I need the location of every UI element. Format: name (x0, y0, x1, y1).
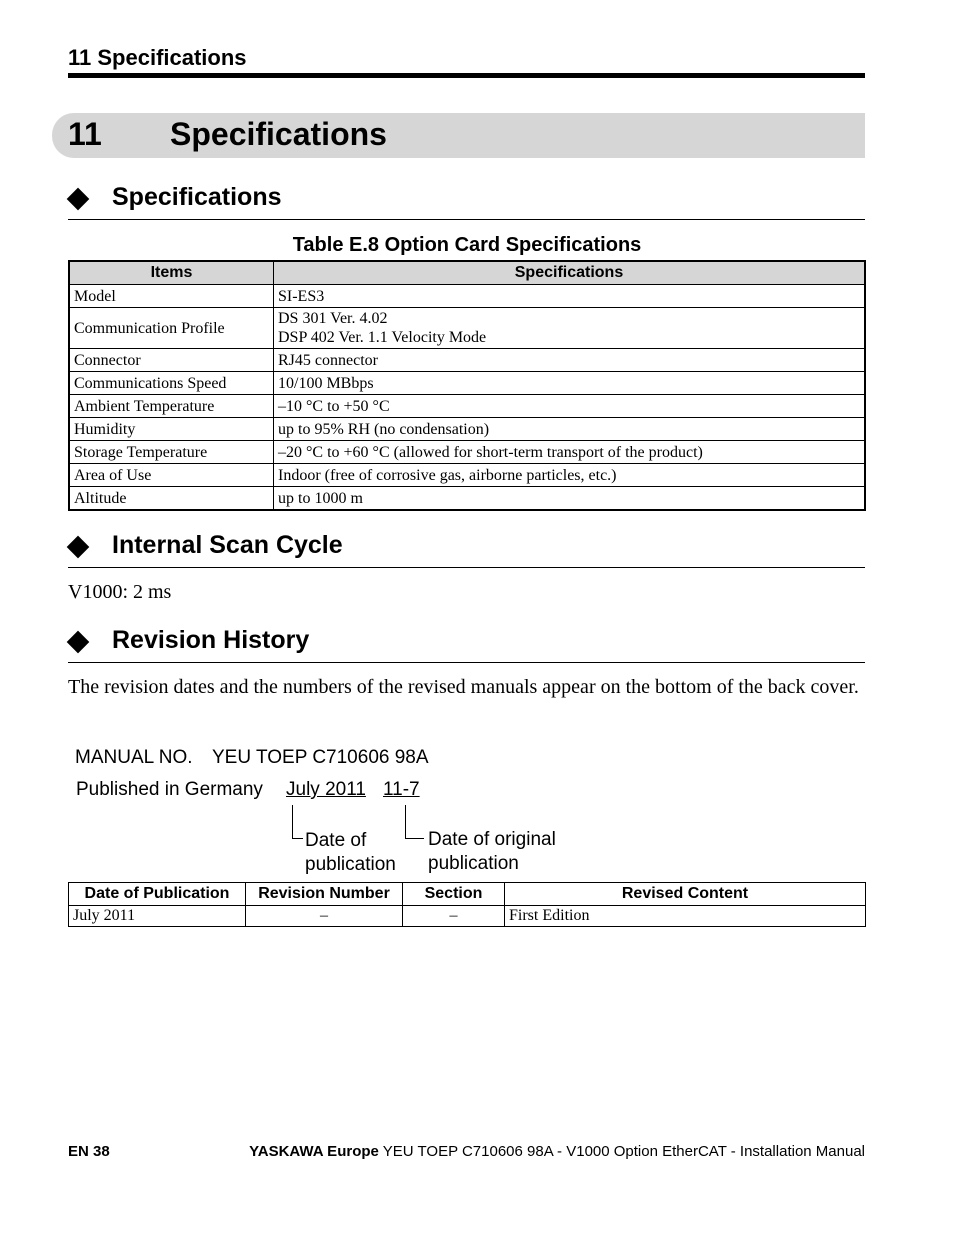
table-row (69, 372, 865, 395)
page-number: EN 38 (68, 1143, 110, 1160)
diamond-bullet-icon (67, 631, 90, 654)
section-heading-internal-scan-cycle (68, 533, 865, 568)
item-cell: Communications Speed (69, 372, 274, 395)
table-row (69, 464, 865, 487)
column-header-date: Date of Publication (69, 883, 246, 906)
revision-table (68, 882, 866, 927)
chapter-title: Specifications (170, 116, 387, 152)
item-cell: Model (69, 285, 274, 308)
callout-line: publication (428, 853, 519, 874)
section-heading-specifications (68, 185, 865, 220)
table-row (69, 906, 866, 927)
footer-document (249, 1143, 865, 1160)
diamond-bullet-icon (67, 536, 90, 559)
publication-date: July 2011 (286, 779, 366, 800)
spec-line: DS 301 Ver. 4.02 (278, 310, 388, 327)
section-title: Revision History (112, 626, 310, 654)
revision-table-header-row (69, 883, 866, 906)
spec-table-header-row (69, 261, 865, 285)
section-cell: – (403, 906, 505, 927)
table-row (69, 285, 865, 308)
manual-no-label: MANUAL NO. (75, 747, 193, 768)
diamond-bullet-icon (67, 188, 90, 211)
footer-doc-title: YEU TOEP C710606 98A - V1000 Option EtherCAT - Installation Manual (382, 1143, 865, 1160)
spec-line: DSP 402 Ver. 1.1 Velocity Mode (278, 329, 487, 346)
table-row (69, 441, 865, 464)
section-title: Specifications (112, 183, 282, 211)
callout-line: publication (305, 854, 396, 875)
revised-content-cell: First Edition (505, 906, 866, 927)
spec-cell: 10/100 MBbps (274, 372, 866, 395)
table-row (69, 487, 865, 511)
spec-table (68, 260, 866, 511)
item-cell: Altitude (69, 487, 274, 511)
spec-cell: SI-ES3 (274, 285, 866, 308)
spec-cell (274, 308, 866, 349)
column-header-section: Section (403, 883, 505, 906)
section-heading-revision-history (68, 628, 865, 663)
table-row (69, 308, 865, 349)
footer-brand: YASKAWA Europe (249, 1143, 379, 1160)
item-cell: Ambient Temperature (69, 395, 274, 418)
revision-intro-text: The revision dates and the numbers of the revised manuals appear on the bottom of the back cover. (68, 676, 859, 698)
spec-cell: up to 1000 m (274, 487, 866, 511)
header-rule (68, 73, 865, 78)
table-row (69, 395, 865, 418)
item-cell: Storage Temperature (69, 441, 274, 464)
table-row (69, 349, 865, 372)
date-cell: July 2011 (69, 906, 246, 927)
item-cell: Connector (69, 349, 274, 372)
spec-cell: –20 °C to +60 °C (allowed for short-term transport of the product) (274, 441, 866, 464)
column-header-revision-number: Revision Number (246, 883, 403, 906)
spec-cell: Indoor (free of corrosive gas, airborne particles, etc.) (274, 464, 866, 487)
callout-line: Date of original (428, 829, 556, 850)
table-row (69, 418, 865, 441)
callout-date-of-original (428, 828, 556, 876)
callout-date-of-publication (305, 829, 396, 877)
column-header-specifications: Specifications (274, 261, 866, 285)
item-cell: Humidity (69, 418, 274, 441)
column-header-revised-content: Revised Content (505, 883, 866, 906)
item-cell: Communication Profile (69, 308, 274, 349)
spec-cell: –10 °C to +50 °C (274, 395, 866, 418)
scan-cycle-text: V1000: 2 ms (68, 581, 172, 603)
manual-no-value: YEU TOEP C710606 98A (212, 747, 429, 768)
column-header-items: Items (69, 261, 274, 285)
callout-bracket (292, 805, 303, 839)
spec-cell: RJ45 connector (274, 349, 866, 372)
revision-number-cell: – (246, 906, 403, 927)
item-cell: Area of Use (69, 464, 274, 487)
callout-line: Date of (305, 830, 367, 851)
original-code: 11-7 (383, 779, 420, 800)
chapter-number: 11 (68, 116, 102, 152)
table-caption: Table E.8 Option Card Specifications (292, 234, 642, 256)
running-header: 11 Specifications (68, 45, 247, 70)
published-label: Published in Germany (76, 779, 263, 800)
spec-cell: up to 95% RH (no condensation) (274, 418, 866, 441)
callout-bracket (405, 805, 424, 839)
section-title: Internal Scan Cycle (112, 531, 343, 559)
